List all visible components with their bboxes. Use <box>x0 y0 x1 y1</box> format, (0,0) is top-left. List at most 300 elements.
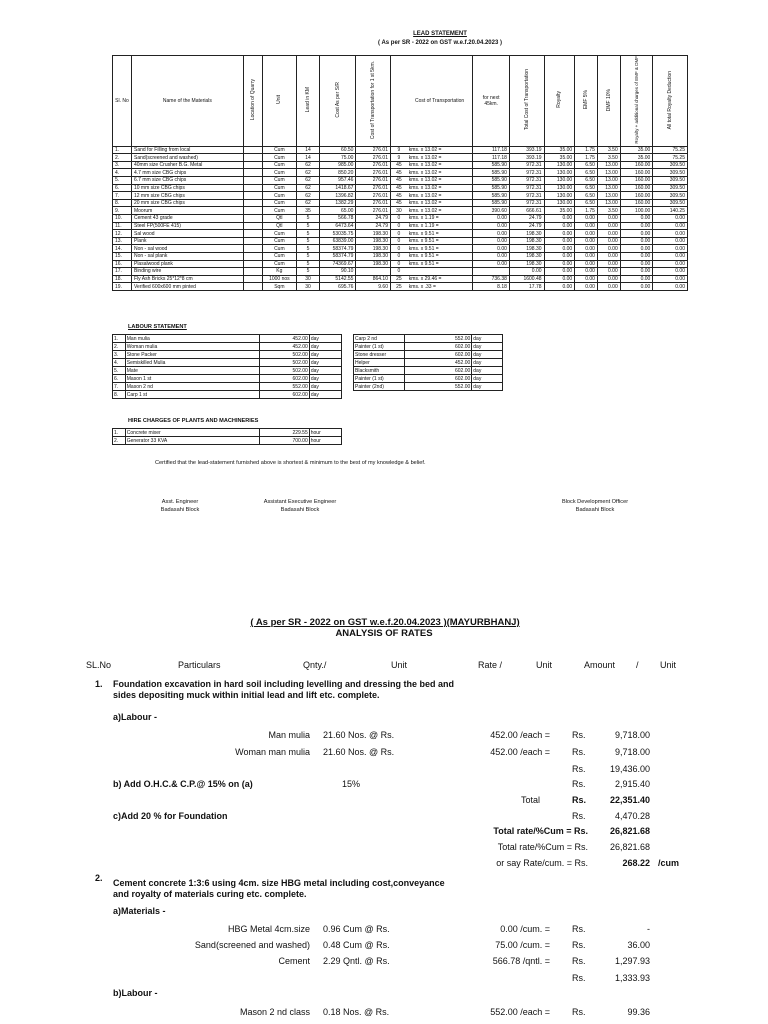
lead-cell: 6.50 <box>575 169 598 177</box>
lead-cell: 198.30 <box>509 230 544 238</box>
lead-cell: Qtl <box>262 222 297 230</box>
hire-charges-body <box>113 429 342 445</box>
labour-cell: Man mulia <box>125 335 259 343</box>
lead-cell: Plasalwood plank <box>131 260 243 268</box>
lead-cell: 0.00 <box>544 222 575 230</box>
lead-cell: 0.00 <box>544 237 575 245</box>
line-rs: Rs. <box>572 730 586 740</box>
lead-cell: 62 <box>297 199 320 207</box>
col-for-next <box>473 56 510 147</box>
line-amt: 9,718.00 <box>614 747 650 757</box>
lead-cell: 53035.75 <box>319 230 356 238</box>
lead-cell <box>243 192 262 200</box>
lead-cell: 14. <box>113 245 132 253</box>
lead-cell: 0 <box>391 268 407 276</box>
col-emf <box>575 56 598 147</box>
lead-cell: Cum <box>262 154 297 162</box>
lead-cell: 0.00 <box>597 260 620 268</box>
lead-cell: 0.00 <box>575 260 598 268</box>
item1-total-rs: Rs. <box>572 795 587 805</box>
labour-cell: 602.00 <box>260 375 310 383</box>
item1-labour-label: a)Labour - <box>113 712 157 722</box>
lead-row <box>113 245 688 253</box>
lead-cell: Binding wire <box>131 268 243 276</box>
analysis-heading: ( As per SR - 2022 on GST w.e.f.20.04.2023 )(MAYURBHANJ) <box>250 617 520 628</box>
item1-ohc-rs: Rs. <box>572 779 586 789</box>
lead-cell: Sand(screened and washed) <box>131 154 243 162</box>
lead-cell: Cum <box>262 169 297 177</box>
labour-cell: Stone dresser <box>354 351 405 359</box>
labour-row <box>354 367 503 375</box>
lead-row <box>113 230 688 238</box>
lead-cell: 0.00 <box>620 215 653 223</box>
lead-cell: 0.00 <box>544 260 575 268</box>
labour-row <box>113 383 342 391</box>
labour-cell: 452.00 <box>260 335 310 343</box>
lead-cell: 7. <box>113 192 132 200</box>
line-label: Cement <box>278 956 310 966</box>
lead-cell: 35.00 <box>544 146 575 154</box>
labour-cell: 552.00 <box>405 383 472 391</box>
lead-cell: 0.00 <box>575 283 598 291</box>
lead-row <box>113 252 688 260</box>
lead-cell: 62 <box>297 169 320 177</box>
lead-cell: 0.00 <box>575 215 598 223</box>
signature-bdo <box>540 499 650 514</box>
lead-cell: 130.00 <box>544 184 575 192</box>
col-all-total <box>653 56 688 147</box>
col-total-cost <box>509 56 544 147</box>
line-rs: Rs. <box>572 924 586 934</box>
labour-cell: Mason 1 st <box>125 375 259 383</box>
col-head-amount: Amount <box>584 660 616 670</box>
labour-cell: 602.00 <box>405 367 472 375</box>
lead-cell: 60.50 <box>319 146 356 154</box>
item1-ohc-label: b) Add O.H.C.& C.P.@ 15% on (a) <box>113 779 253 789</box>
lead-cell: 5142.55 <box>319 275 356 283</box>
signature-title: Asst. Engineer <box>161 499 199 505</box>
lead-cell: 62 <box>297 177 320 185</box>
col-cost-1km <box>356 56 391 147</box>
lead-cell: 25 <box>391 275 407 283</box>
lead-cell: 6.50 <box>575 184 598 192</box>
lead-cell <box>473 268 510 276</box>
lead-cell: 0 <box>391 222 407 230</box>
labour-cell: 452.00 <box>260 343 310 351</box>
labour-cell: day <box>309 335 341 343</box>
lead-cell: 75.25 <box>653 146 688 154</box>
lead-row <box>113 268 688 276</box>
lead-cell: 566.78 <box>319 215 356 223</box>
lead-cell: Cement 43 grade <box>131 215 243 223</box>
lead-cell <box>243 146 262 154</box>
lead-cell <box>243 275 262 283</box>
lead-row <box>113 161 688 169</box>
item2-labour-label: b)Labour - <box>113 988 158 998</box>
lead-cell: 45 <box>391 161 407 169</box>
hire-charges-table <box>112 428 342 445</box>
lead-cell: 5 <box>297 230 320 238</box>
lead-cell: 6473.64 <box>319 222 356 230</box>
item1-foundation-rs: Rs. <box>572 811 586 821</box>
lead-cell: 6.50 <box>575 161 598 169</box>
lead-cell: 0.00 <box>544 283 575 291</box>
lead-statement-title: LEAD STATEMENT <box>413 31 467 37</box>
lead-cell: 45 <box>391 169 407 177</box>
lead-cell: 12. <box>113 230 132 238</box>
lead-row <box>113 207 688 215</box>
item1-say-unit: /cum <box>658 858 680 868</box>
lead-cell <box>243 260 262 268</box>
line-amt: 36.00 <box>627 940 650 950</box>
lead-cell: 585.90 <box>473 199 510 207</box>
lead-cell: 45 <box>391 184 407 192</box>
lead-cell: 864.10 <box>356 275 391 283</box>
lead-cell: 0 <box>391 252 407 260</box>
lead-cell: 0.00 <box>544 268 575 276</box>
lead-cell: Cum <box>262 192 297 200</box>
item2-desc-line1: Cement concrete 1:3:6 using 4cm. size HBG metal including cost,conveyance <box>113 878 445 888</box>
hire-row <box>113 429 342 437</box>
labour-cell: Carp 1 st <box>125 391 259 399</box>
lead-cell: Cum <box>262 245 297 253</box>
lead-cell: 972.31 <box>509 184 544 192</box>
lead-cell: 0 <box>391 237 407 245</box>
labour-cell: 8. <box>113 391 126 399</box>
lead-row <box>113 260 688 268</box>
line-rate: 0.00 /cum. = <box>500 924 550 934</box>
item2-mason-label: Mason 2 nd class <box>239 1007 310 1017</box>
lead-cell: Sand for Filling from local <box>131 146 243 154</box>
col-head-unit3: Unit <box>660 660 677 670</box>
lead-cell: 198.30 <box>356 260 391 268</box>
labour-row <box>354 343 503 351</box>
lead-cell: 17.78 <box>509 283 544 291</box>
lead-cell: Kg <box>262 268 297 276</box>
lead-cell: 24.79 <box>509 222 544 230</box>
labour-cell: 502.00 <box>260 367 310 375</box>
lead-cell: Cum <box>262 146 297 154</box>
labour-row <box>113 351 342 359</box>
lead-cell: 12 mm size CBG chips <box>131 192 243 200</box>
lead-row <box>113 199 688 207</box>
item1-total-amount: 22,351.40 <box>609 795 650 805</box>
lead-cell: 1. <box>113 146 132 154</box>
labour-cell: day <box>472 367 503 375</box>
lead-statement-subtitle: ( As per SR - 2022 on GST w.e.f.20.04.2023 ) <box>378 40 502 46</box>
lead-cell: 160.00 <box>620 169 653 177</box>
labour-cell: Stone Packer <box>125 351 259 359</box>
lead-cell: 0.00 <box>575 275 598 283</box>
lead-cell <box>243 230 262 238</box>
lead-cell: 0.00 <box>544 245 575 253</box>
labour-left-body <box>113 335 342 399</box>
labour-cell: Helper <box>354 359 405 367</box>
labour-cell: 1. <box>113 335 126 343</box>
lead-cell: 8.18 <box>473 283 510 291</box>
lead-cell: 0.00 <box>620 237 653 245</box>
hire-cell: hour <box>309 429 341 437</box>
labour-cell: Painter (1 st) <box>354 375 405 383</box>
hire-row <box>113 437 342 445</box>
line-rate: 566.78 /qntl. = <box>492 956 550 966</box>
item2-mason-amount: 99.36 <box>627 1007 650 1017</box>
col-dist <box>391 56 407 147</box>
labour-cell: Painter (2nd) <box>354 383 405 391</box>
labour-cell: Carp 2 nd <box>354 335 405 343</box>
lead-cell: Qtl <box>262 215 297 223</box>
lead-cell: 30 <box>297 275 320 283</box>
labour-row <box>354 359 503 367</box>
lead-statement-body <box>113 146 688 290</box>
item1-number: 1. <box>95 679 103 689</box>
labour-cell: 3. <box>113 351 126 359</box>
lead-cell: 3.50 <box>597 146 620 154</box>
lead-cell: Non - sal wood <box>131 245 243 253</box>
labour-row <box>354 335 503 343</box>
lead-cell: 130.00 <box>544 161 575 169</box>
lead-cell: kms. x 13.02 = <box>407 154 473 162</box>
lead-cell: 3. <box>113 161 132 169</box>
lead-cell: Cum <box>262 177 297 185</box>
lead-cell: 5 <box>297 245 320 253</box>
lead-cell: 35.00 <box>620 146 653 154</box>
lead-row <box>113 222 688 230</box>
line-qty: 21.60 Nos. @ Rs. <box>323 730 395 740</box>
line-label: HBG Metal 4cm.size <box>227 924 310 934</box>
item1-total-rate1-label: Total rate/%Cum = Rs. <box>493 826 588 836</box>
col-for-next-label: for next <box>482 94 500 101</box>
col-location <box>243 56 262 147</box>
signature-aee <box>240 499 360 514</box>
lead-cell: 130.00 <box>544 169 575 177</box>
lead-cell: 24.79 <box>356 222 391 230</box>
lead-cell: kms. x 13.02 = <box>407 161 473 169</box>
item2-number: 2. <box>95 873 103 883</box>
lead-cell: 0.00 <box>653 245 688 253</box>
lead-cell: 74369.67 <box>319 260 356 268</box>
lead-cell: 585.90 <box>473 161 510 169</box>
lead-cell <box>243 154 262 162</box>
line-label: Man mulia <box>268 730 310 740</box>
signature-title: Assistant Executive Engineer <box>263 499 337 505</box>
labour-row <box>113 359 342 367</box>
lead-cell <box>243 252 262 260</box>
col-location-label: Location of Quarry <box>249 79 256 121</box>
col-cost-1km-label: Cost of Transportation for 1 st 5km. <box>370 60 377 139</box>
lead-cell: 1000 nos <box>262 275 297 283</box>
line-rate: 75.00 /cum. = <box>495 940 550 950</box>
lead-cell: Cum <box>262 237 297 245</box>
item1-sub-rs: Rs. <box>572 764 586 774</box>
col-unit-label: Unit <box>276 95 283 105</box>
lead-cell: kms. x 13.02 = <box>407 192 473 200</box>
lead-cell: 62 <box>297 192 320 200</box>
labour-statement-title: LABOUR STATEMENT <box>128 324 187 330</box>
col-transport: Cost of Transportation <box>407 56 473 147</box>
lead-cell <box>243 184 262 192</box>
lead-cell: 9.60 <box>356 283 391 291</box>
lead-cell: 45 <box>391 199 407 207</box>
lead-cell: 5 <box>297 252 320 260</box>
lead-cell: 6. <box>113 184 132 192</box>
item2-mason-rs: Rs. <box>572 1007 586 1017</box>
line-label: Woman man mulia <box>235 747 310 757</box>
lead-cell: 0.00 <box>473 252 510 260</box>
lead-cell: 24.79 <box>356 215 391 223</box>
item2-sub-rs: Rs. <box>572 973 586 983</box>
lead-cell: 0.00 <box>597 222 620 230</box>
labour-cell: day <box>309 367 341 375</box>
lead-cell: 0.00 <box>597 237 620 245</box>
lead-cell: 117.18 <box>473 146 510 154</box>
lead-cell: 393.19 <box>509 154 544 162</box>
item1-foundation-amount: 4,470.28 <box>614 811 650 821</box>
lead-cell: 100.00 <box>620 207 653 215</box>
lead-cell: 3.50 <box>597 154 620 162</box>
col-dmf <box>597 56 620 147</box>
lead-cell: 309.50 <box>653 177 688 185</box>
lead-cell: 309.50 <box>653 161 688 169</box>
lead-cell: kms. x 9.51 = <box>407 260 473 268</box>
labour-cell: day <box>309 359 341 367</box>
lead-cell: 1418.67 <box>319 184 356 192</box>
lead-cell: 0.00 <box>544 252 575 260</box>
labour-cell: 502.00 <box>260 359 310 367</box>
col-lead-label: Lead in KM <box>305 87 312 113</box>
lead-cell: 1382.29 <box>319 199 356 207</box>
lead-cell: 0.00 <box>653 252 688 260</box>
labour-cell: 602.00 <box>405 351 472 359</box>
lead-cell: 0.00 <box>473 245 510 253</box>
lead-cell: 198.30 <box>356 237 391 245</box>
lead-cell: 198.30 <box>356 230 391 238</box>
lead-cell: 0.00 <box>597 275 620 283</box>
lead-cell: 63839.00 <box>319 237 356 245</box>
signature-asst-engineer <box>140 499 220 514</box>
lead-cell: 160.00 <box>620 199 653 207</box>
item1-desc-line1: Foundation excavation in hard soil including levelling and dressing the bed and <box>113 679 455 689</box>
line-amt: - <box>647 924 650 934</box>
labour-cell: 502.00 <box>260 351 310 359</box>
lead-cell: 972.31 <box>509 192 544 200</box>
lead-cell <box>243 177 262 185</box>
labour-row <box>113 335 342 343</box>
lead-cell: 198.30 <box>509 260 544 268</box>
col-name: Name of the Materials <box>131 56 243 147</box>
lead-cell: 1396.82 <box>319 192 356 200</box>
labour-cell: 602.00 <box>260 391 310 399</box>
lead-cell: 35 <box>297 207 320 215</box>
labour-cell: Blacksmith <box>354 367 405 375</box>
lead-cell: 90.10 <box>319 268 356 276</box>
lead-cell: 45 <box>391 192 407 200</box>
lead-cell: 276.01 <box>356 192 391 200</box>
lead-cell: 62 <box>297 184 320 192</box>
lead-cell: 3.50 <box>597 207 620 215</box>
lead-cell: kms. x 9.51 = <box>407 230 473 238</box>
lead-cell: 14 <box>297 146 320 154</box>
analysis-title: ANALYSIS OF RATES <box>335 628 433 639</box>
item1-ohc-amount: 2,915.40 <box>614 779 650 789</box>
lead-cell: 0.00 <box>473 237 510 245</box>
labour-cell: day <box>309 383 341 391</box>
lead-cell: Cum <box>262 260 297 268</box>
lead-cell: 0.00 <box>620 260 653 268</box>
lead-cell <box>407 268 473 276</box>
lead-cell: 35.00 <box>620 154 653 162</box>
labour-cell: Mate <box>125 367 259 375</box>
lead-cell: kms. x 13.02 = <box>407 169 473 177</box>
lead-row <box>113 146 688 154</box>
lead-cell: 393.19 <box>509 146 544 154</box>
line-qty: 21.60 Nos. @ Rs. <box>323 747 395 757</box>
lead-cell: 16. <box>113 260 132 268</box>
col-lead <box>297 56 320 147</box>
labour-cell: Woman mulia <box>125 343 259 351</box>
lead-cell <box>243 245 262 253</box>
labour-cell: day <box>472 343 503 351</box>
lead-cell: 13.00 <box>597 161 620 169</box>
labour-cell: day <box>309 375 341 383</box>
labour-cell: day <box>309 391 341 399</box>
lead-cell: Sal wood <box>131 230 243 238</box>
lead-cell: 309.50 <box>653 169 688 177</box>
lead-cell: 309.50 <box>653 192 688 200</box>
lead-cell: 24.79 <box>509 215 544 223</box>
lead-cell: 0.00 <box>575 237 598 245</box>
lead-cell: Sqm <box>262 283 297 291</box>
lead-cell: 0.00 <box>575 222 598 230</box>
col-total-cost-label: Total Cost of Transportation <box>523 69 530 131</box>
lead-cell <box>356 268 391 276</box>
lead-cell: 130.00 <box>544 177 575 185</box>
labour-cell: 7. <box>113 383 126 391</box>
hire-cell: 1. <box>113 429 126 437</box>
lead-cell: 45 <box>391 177 407 185</box>
labour-cell: 602.00 <box>405 375 472 383</box>
col-head-rate: Rate / <box>478 660 503 670</box>
signature-office: Badasahi Block <box>160 506 200 513</box>
line-qty: 2.29 Qntl. @ Rs. <box>323 956 390 966</box>
lead-cell: 276.01 <box>356 146 391 154</box>
lead-cell: 0.00 <box>473 260 510 268</box>
lead-cell: 17. <box>113 268 132 276</box>
lead-cell: 198.30 <box>356 245 391 253</box>
lead-cell: 0.00 <box>653 283 688 291</box>
labour-right-table <box>353 334 503 391</box>
lead-cell: kms. x 13.02 = <box>407 199 473 207</box>
col-head-particulars: Particulars <box>178 660 221 670</box>
lead-cell: 276.01 <box>356 199 391 207</box>
labour-cell: day <box>472 335 503 343</box>
labour-cell: 552.00 <box>260 383 310 391</box>
lead-cell: 9. <box>113 207 132 215</box>
lead-cell: kms. x 9.51 = <box>407 245 473 253</box>
lead-cell: 1.75 <box>575 154 598 162</box>
lead-cell: 15. <box>113 252 132 260</box>
lead-cell: 0 <box>391 230 407 238</box>
labour-cell: 6. <box>113 375 126 383</box>
lead-cell <box>243 161 262 169</box>
lead-cell: kms. x 9.51 = <box>407 237 473 245</box>
lead-cell: kms. x 29.46 = <box>407 275 473 283</box>
hire-cell: 700.00 <box>260 437 310 445</box>
lead-cell: 13.00 <box>597 177 620 185</box>
lead-cell: 972.31 <box>509 199 544 207</box>
lead-cell: Cum <box>262 230 297 238</box>
item2-mason-qty: 0.18 Nos. @ Rs. <box>323 1007 390 1017</box>
